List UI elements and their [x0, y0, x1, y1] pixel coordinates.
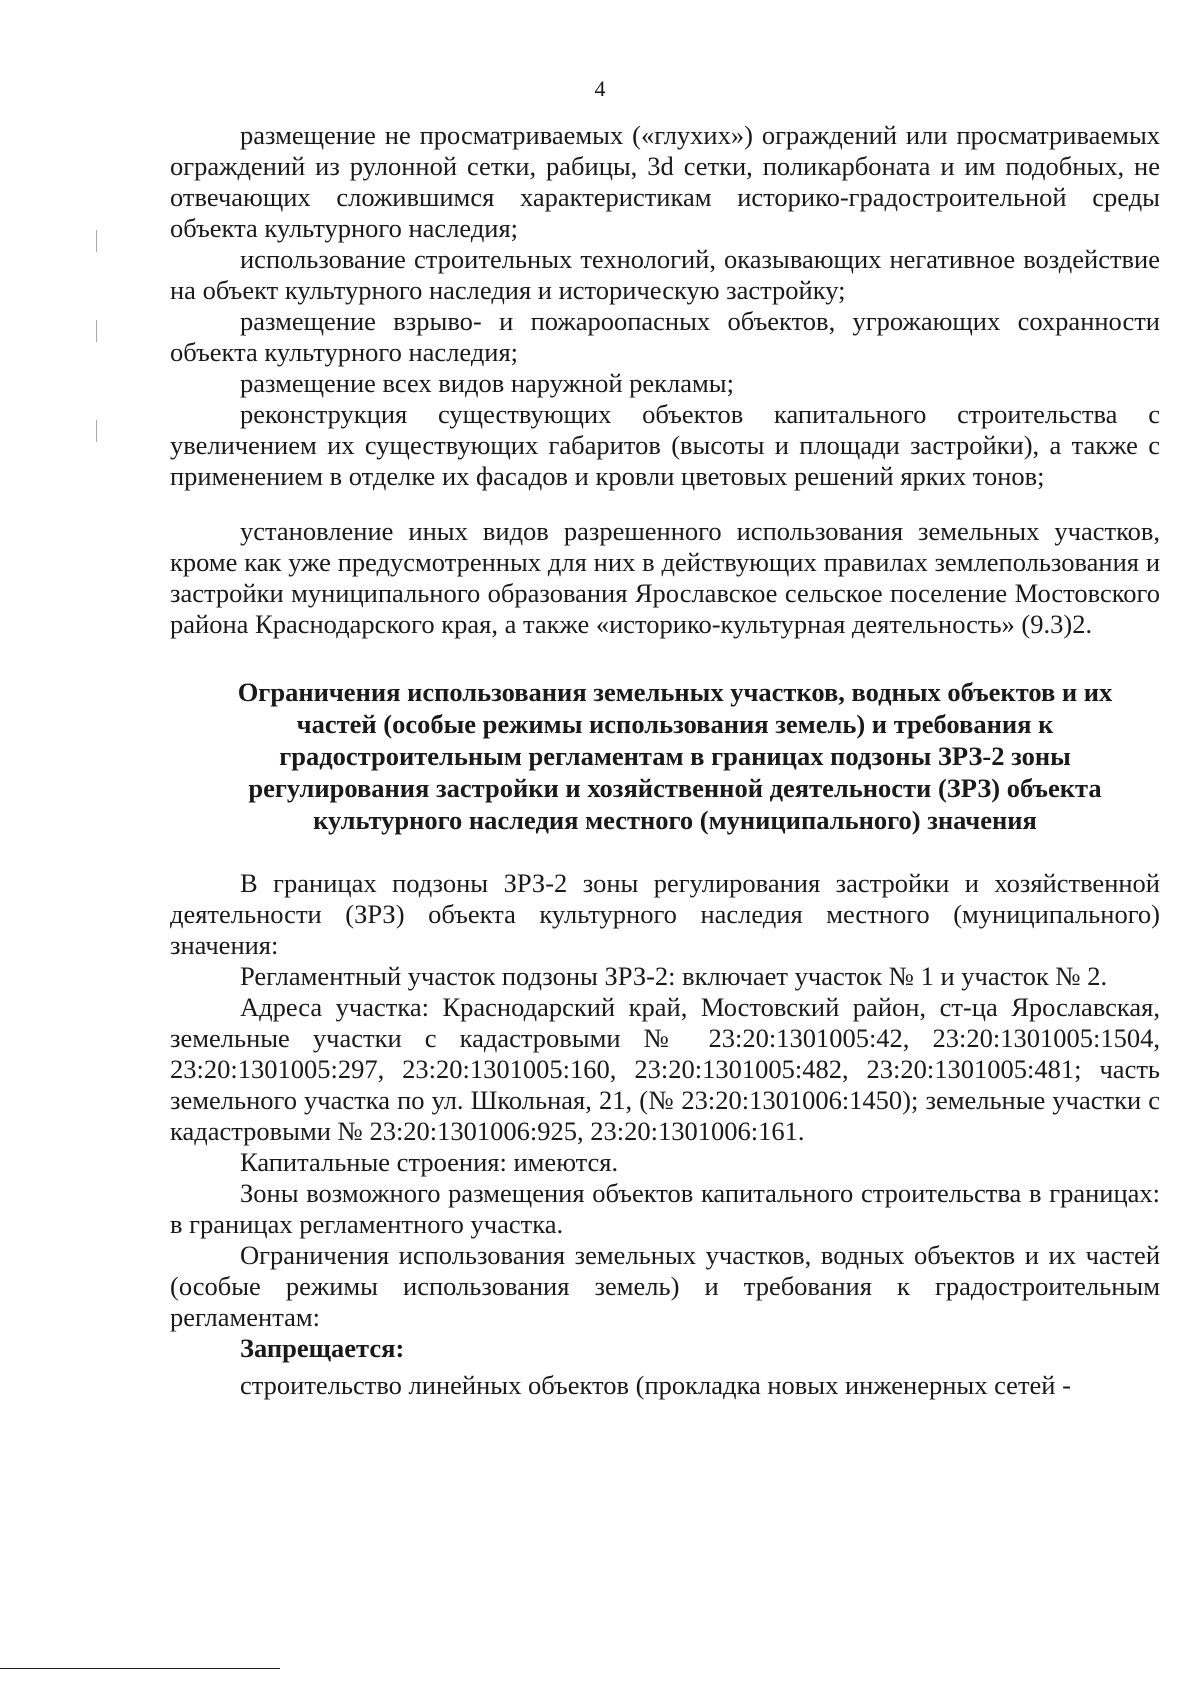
paragraph: размещение всех видов наружной рекламы; — [240, 368, 734, 398]
document-body — [170, 120, 1160, 1401]
paragraph: установление иных видов разрешенного использования земельных участков, кроме как уже предусмотренных для них в действующих правилах землепользования и застройки муниципального образования Ярославское сельское поселение Мостовского района Краснодарского края, а также «историко-культурная деятельность» (9.3)2. — [170, 516, 1160, 639]
paragraph: Адреса участка: Краснодарский край, Мостовский район, ст-ца Ярославская, земельные участки с кадастровыми № 23:20:1301005:42, 23:20:1301005:1504, 23:20:1301005:297, 23:20:1301005:160, 23:20:1301005:482, 23:20:1301005:481; часть земельного участка по ул. Школьная, 21, (№ 23:20:1301006:1450); земельные участки с кадастровыми № 23:20:1301006:925, 23:20:1301006:161. — [170, 992, 1160, 1146]
paragraph: использование строительных технологий, оказывающих негативное воздействие на объект культурного наследия и историческую застройку; — [170, 244, 1160, 305]
paragraph: В границах подзоны ЗРЗ-2 зоны регулирования застройки и хозяйственной деятельности (ЗРЗ) объекта культурного наследия местного (муниципального) значения: — [170, 868, 1160, 960]
margin-mark — [96, 230, 97, 252]
paragraph: Зоны возможного размещения объектов капитального строительства в границах: в границах регламентного участка. — [170, 1178, 1160, 1239]
paragraph: Регламентный участок подзоны ЗРЗ-2: включает участок № 1 и участок № 2. — [240, 961, 1108, 991]
section-heading: Ограничения использования земельных участков, водных объектов и их частей (особые режимы использования земель) и требования к градостроительным регламентам в границах подзоны ЗРЗ-2 зоны регулирования застройки и хозяйственной деятельности (ЗРЗ) объекта культурного наследия местного (муниципального) значения — [237, 677, 1113, 835]
prohibited-label: Запрещается: — [240, 1333, 405, 1363]
paragraph: реконструкция существующих объектов капитального строительства с увеличением их существующих габаритов (высоты и площади застройки), а также с применением в отделке их фасадов и кровли цветовых решений ярких тонов; — [170, 399, 1160, 491]
paragraph: Ограничения использования земельных участков, водных объектов и их частей (особые режимы использования земель) и требования к градостроительным регламентам: — [170, 1240, 1160, 1332]
margin-mark — [96, 420, 97, 442]
paragraph: Капитальные строения: имеются. — [240, 1147, 619, 1177]
footnote-divider — [0, 1668, 280, 1669]
paragraph: размещение не просматриваемых («глухих») ограждений или просматриваемых ограждений из рулонной сетки, рабицы, 3d сетки, поликарбоната и им подобных, не отвечающих сложившимся характеристикам историко-градостроительной среды объекта культурного наследия; — [170, 120, 1160, 243]
paragraph: строительство линейных объектов (прокладка новых инженерных сетей - — [240, 1370, 1071, 1400]
page-number: 4 — [594, 76, 606, 101]
spacer — [170, 492, 1160, 516]
margin-mark — [96, 320, 97, 342]
paragraph: размещение взрыво- и пожароопасных объектов, угрожающих сохранности объекта культурного наследия; — [170, 306, 1160, 367]
